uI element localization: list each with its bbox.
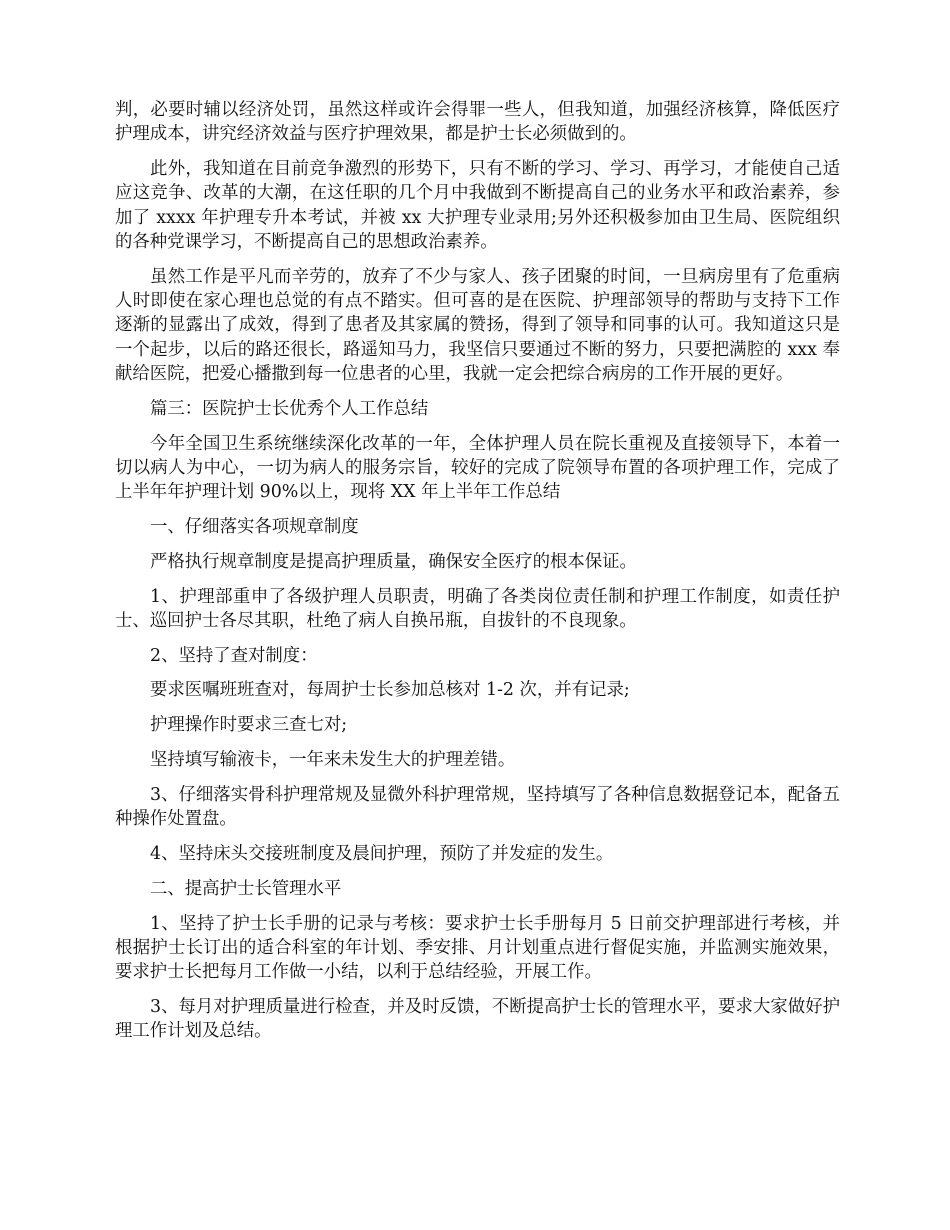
paragraph-intro-summary: 今年全国卫生系统继续深化改革的一年，全体护理人员在院长重视及直接领导下，本着一切以病人为中心，一切为病人的服务宗旨，较好的完成了院领导布置的各项护理工作，完成了上半年年护理计划 90%以上，现将 XX 年上半年工作总结: [115, 433, 840, 503]
list-item-orthopedic-routine: 3、仔细落实骨科护理常规及显微外科护理常规，坚持填写了各种信息数据登记本，配备五种操作处置盘。: [115, 784, 840, 830]
heading-rules-implementation: 一、仔细落实各项规章制度: [150, 516, 359, 537]
paragraph-three-checks: 护理操作时要求三查七对;: [150, 715, 348, 736]
paragraph-continuation: 判，必要时辅以经济处罚，虽然这样或许会得罪一些人，但我知道，加强经济核算，降低医疗护理成本，讲究经济效益与医疗护理效果，都是护士长必须做到的。: [115, 100, 840, 145]
paragraph-order-check: 要求医嘱班班查对，每周护士长参加总核对 1-2 次，并有记录;: [150, 680, 630, 701]
heading-management-level: 二、提高护士长管理水平: [150, 878, 342, 899]
section-title-part-three: 篇三：医院护士长优秀个人工作总结: [150, 398, 429, 419]
list-item-head-nurse-manual: 1、坚持了护士长手册的记录与考核：要求护士长手册每月 5 日前交护理部进行考核，并根据护士长订出的适合科室的年计划、季安排、月计划重点进行督促实施，并监测实施效果，要求护士长把每月工作做一小结，以利于总结经验，开展工作。: [115, 913, 840, 983]
list-item-duties: 1、护理部重申了各级护理人员职责，明确了各类岗位责任制和护理工作制度，如责任护士、巡回护士各尽其职，杜绝了病人自换吊瓶，自拔针的不良现象。: [115, 586, 840, 631]
paragraph-rules-importance: 严格执行规章制度是提高护理质量，确保安全医疗的根本保证。: [150, 551, 637, 572]
document-body: [115, 98, 840, 1054]
paragraph-study: 此外，我知道在目前竞争激烈的形势下，只有不断的学习、学习、再学习，才能使自己适应这竞争、改革的大潮，在这任职的几个月中我做到不断提高自己的业务水平和政治素养，参加了 xxxx 年护理专升本考试，并被 xx 大护理专业录用;另外还积极参加由卫生局、医院组织的各种党课学习，不断提高自己的思想政治素养。: [115, 159, 840, 252]
list-item-monthly-inspection: 3、每月对护理质量进行检查，并及时反馈，不断提高护士长的管理水平，要求大家做好护理工作计划及总结。: [115, 996, 840, 1042]
paragraph-infusion-card: 坚持填写输液卡，一年来未发生大的护理差错。: [150, 750, 516, 771]
paragraph-work-hardship: 虽然工作是平凡而辛劳的，放弃了不少与家人、孩子团聚的时间，一旦病房里有了危重病人时即使在家心理也总觉的有点不踏实。但可喜的是在医院、护理部领导的帮助与支持下工作逐渐的显露出了成效，得到了患者及其家属的赞扬，得到了领导和同事的认可。我知道这只是一个起步，以后的路还很长，路遥知马力，我坚信只要通过不断的努力，只要把满腔的 xxx 奉献给医院，把爱心播撒到每一位患者的心里，我就一定会把综合病房的工作开展的更好。: [115, 266, 840, 384]
list-item-bedside-handover: 4、坚持床头交接班制度及晨间护理，预防了并发症的发生。: [150, 843, 614, 864]
list-item-checking-system: 2、坚持了查对制度：: [150, 645, 318, 666]
